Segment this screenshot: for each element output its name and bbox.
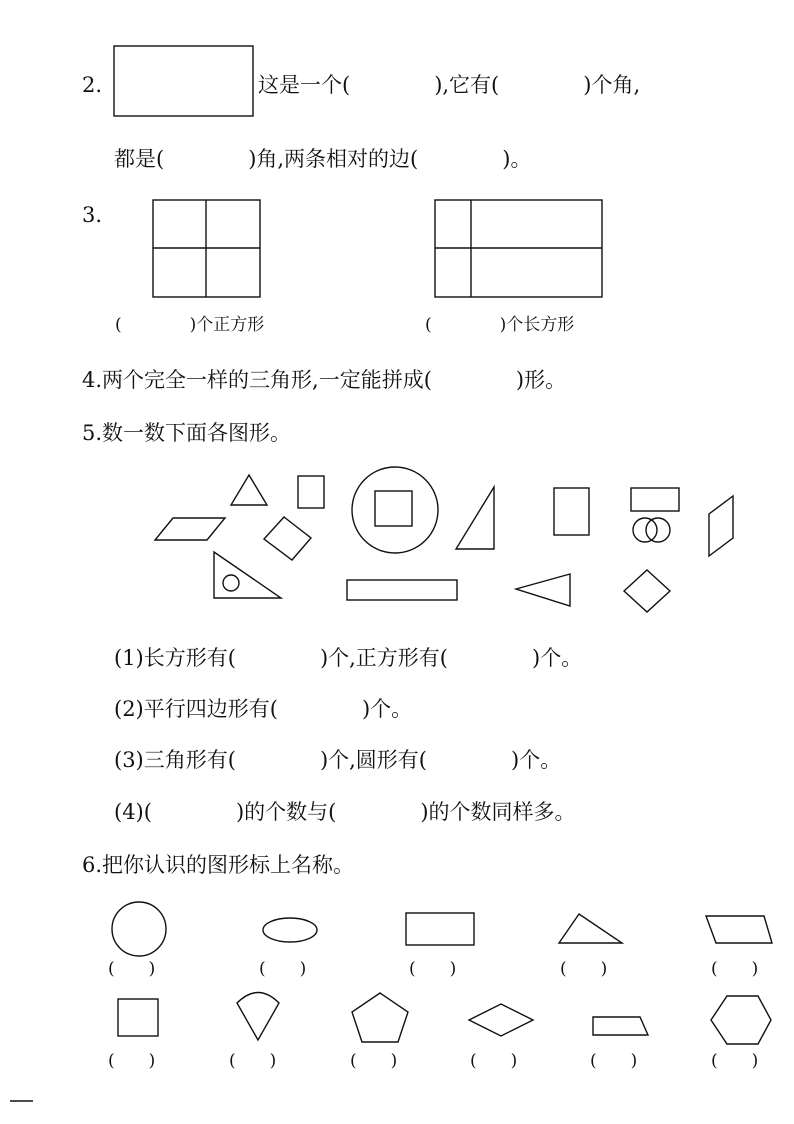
q5-title: 5.数一数下面各图形。	[82, 421, 292, 445]
q6-rectangle-shape	[406, 913, 474, 945]
q6-paren-8: ( )	[350, 1051, 398, 1071]
q6-ellipse-shape	[263, 918, 317, 942]
q6-pentagon-shape	[352, 993, 408, 1042]
q5-item-1: (1)长方形有( )个,正方形有( )个。	[114, 646, 583, 670]
q5-item-2: (2)平行四边形有( )个。	[114, 697, 413, 721]
q6-hexagon-shape	[711, 996, 771, 1044]
q3-number: 3.	[82, 203, 103, 227]
q2-line2: 都是( )角,两条相对的边( )。	[114, 147, 532, 171]
q6-triangle-shape	[559, 914, 622, 943]
q2-number: 2.	[82, 73, 103, 97]
q6-rhombus-shape	[469, 1004, 533, 1036]
q6-paren-11: ( )	[711, 1051, 759, 1071]
q3-label-right: ( )个长方形	[425, 315, 575, 335]
q6-paren-3: ( )	[409, 959, 457, 979]
q6-parallelogram-shape	[706, 916, 772, 943]
q6-fan-sector-shape	[237, 993, 279, 1041]
q3-label-left: ( )个正方形	[115, 315, 265, 335]
q6-paren-5: ( )	[711, 959, 759, 979]
q6-paren-9: ( )	[470, 1051, 518, 1071]
q6-paren-2: ( )	[259, 959, 307, 979]
q5-item-3: (3)三角形有( )个,圆形有( )个。	[114, 748, 562, 772]
q6-paren-4: ( )	[560, 959, 608, 979]
q6-square-shape	[118, 999, 158, 1036]
q6-paren-10: ( )	[590, 1051, 638, 1071]
q6-paren-7: ( )	[229, 1051, 277, 1071]
q2-line1: 这是一个( ),它有( )个角,	[258, 73, 641, 97]
q4-text: 4.两个完全一样的三角形,一定能拼成( )形。	[82, 368, 567, 392]
q5-item-4: (4)( )的个数与( )的个数同样多。	[114, 800, 576, 824]
q6-paren-1: ( )	[108, 959, 156, 979]
q6-circle-shape	[112, 902, 166, 956]
q6-paren-6: ( )	[108, 1051, 156, 1071]
q6-title: 6.把你认识的图形标上名称。	[82, 853, 355, 877]
q6-trapezoid-shape	[593, 1017, 648, 1035]
